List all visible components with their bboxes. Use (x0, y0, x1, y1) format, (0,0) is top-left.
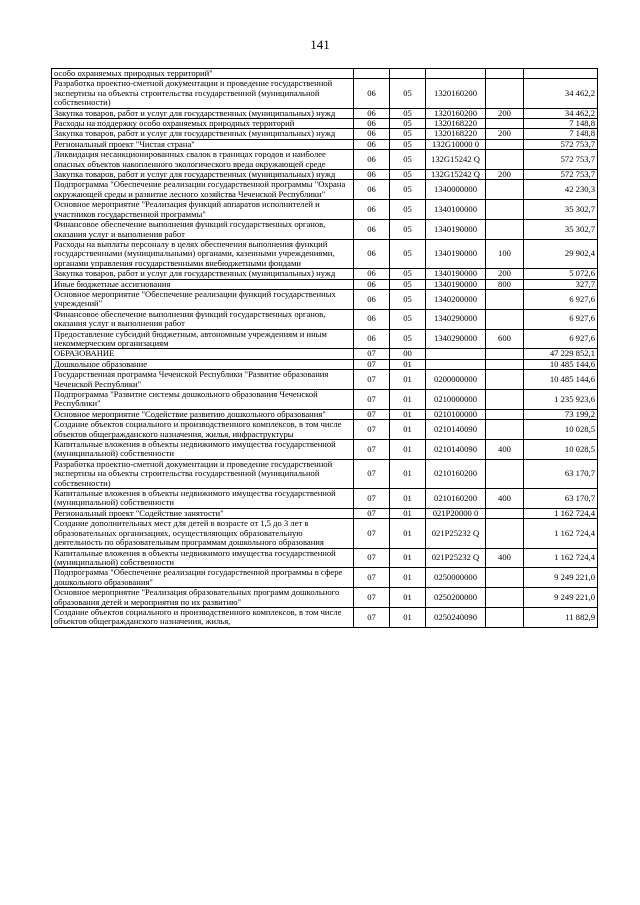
row-subsection-cell: 01 (390, 508, 426, 518)
table-row (52, 329, 598, 349)
row-subsection-cell: 01 (390, 489, 426, 509)
row-subsection-cell: 05 (390, 150, 426, 170)
row-section-cell: 06 (354, 180, 390, 200)
row-target-article-cell: 0210000000 (426, 390, 486, 410)
row-name-cell: Подпрограмма "Развитие системы дошкольного образования Чеченской Республики" (52, 390, 354, 410)
row-target-article-cell: 1340190000 (426, 239, 486, 268)
row-name-cell: Основное мероприятие "Обеспечение реализации функций государственных учреждений" (52, 289, 354, 309)
row-target-article-cell: 0200000000 (426, 370, 486, 390)
row-target-article-cell: 0250200000 (426, 588, 486, 608)
table-row (52, 370, 598, 390)
table-row (52, 519, 598, 548)
row-amount-cell: 1 235 923,6 (524, 390, 598, 410)
table-row (52, 239, 598, 268)
row-amount-cell: 1 162 724,4 (524, 548, 598, 568)
row-subsection-cell: 05 (390, 269, 426, 279)
row-expense-type-cell: 400 (486, 440, 524, 460)
row-subsection-cell: 05 (390, 279, 426, 289)
row-target-article-cell: 1340190000 (426, 279, 486, 289)
row-expense-type-cell (486, 370, 524, 390)
row-section-cell: 07 (354, 390, 390, 410)
row-section-cell: 07 (354, 489, 390, 509)
row-name-cell: Иные бюджетные ассигнования (52, 279, 354, 289)
row-section-cell: 07 (354, 568, 390, 588)
table-row (52, 69, 598, 79)
row-expense-type-cell (486, 150, 524, 170)
table-row (52, 289, 598, 309)
table-row (52, 568, 598, 588)
row-subsection-cell: 05 (390, 220, 426, 240)
row-amount-cell: 572 753,7 (524, 139, 598, 149)
row-target-article-cell: 0210140090 (426, 420, 486, 440)
row-amount-cell: 35 302,7 (524, 200, 598, 220)
table-row (52, 349, 598, 359)
row-target-article-cell: 0210160200 (426, 489, 486, 509)
budget-table-body (52, 69, 598, 628)
row-subsection-cell: 05 (390, 108, 426, 118)
row-amount-cell: 34 462,2 (524, 79, 598, 108)
row-name-cell: Подпрограмма "Обеспечение реализации государственной программы в сфере дошкольного образования" (52, 568, 354, 588)
row-amount-cell: 6 927,6 (524, 289, 598, 309)
table-row (52, 79, 598, 108)
row-expense-type-cell (486, 508, 524, 518)
row-section-cell: 07 (354, 370, 390, 390)
row-target-article-cell: 0250240090 (426, 607, 486, 627)
row-section-cell: 07 (354, 519, 390, 548)
row-name-cell: Разработка проектно-сметной документации и проведение государственной экспертизы на объекты строительства государственной (муниципальной собственности) (52, 79, 354, 108)
row-target-article-cell: 1320168220 (426, 129, 486, 139)
row-name-cell: Региональный проект "Содействие занятости" (52, 508, 354, 518)
row-expense-type-cell (486, 588, 524, 608)
row-section-cell: 07 (354, 349, 390, 359)
row-amount-cell: 35 302,7 (524, 220, 598, 240)
row-subsection-cell: 05 (390, 309, 426, 329)
table-row (52, 409, 598, 419)
row-name-cell: Предоставление субсидий бюджетным, автономным учреждениям и иным некоммерческим организациям (52, 329, 354, 349)
row-subsection-cell: 05 (390, 239, 426, 268)
table-row (52, 390, 598, 410)
row-amount-cell: 10 028,5 (524, 420, 598, 440)
row-expense-type-cell: 200 (486, 108, 524, 118)
table-row (52, 420, 598, 440)
row-section-cell: 06 (354, 289, 390, 309)
row-name-cell: Расходы на поддержку особо охраняемых природных территорий (52, 119, 354, 129)
table-row (52, 508, 598, 518)
row-section-cell: 07 (354, 588, 390, 608)
table-row (52, 459, 598, 488)
row-section-cell: 07 (354, 409, 390, 419)
row-subsection-cell: 05 (390, 139, 426, 149)
row-section-cell: 07 (354, 420, 390, 440)
row-amount-cell: 9 249 221,0 (524, 568, 598, 588)
row-name-cell: Финансовое обеспечение выполнения функций государственных органов, оказания услуг и выполнения работ (52, 309, 354, 329)
row-expense-type-cell: 600 (486, 329, 524, 349)
row-target-article-cell (426, 69, 486, 79)
row-expense-type-cell (486, 79, 524, 108)
row-name-cell: Ликвидация несанкционированных свалок в границах городов и наиболее опасных объектов накопленного экологического вреда окружающей среде (52, 150, 354, 170)
row-amount-cell: 572 753,7 (524, 150, 598, 170)
budget-table (51, 68, 598, 628)
table-row (52, 359, 598, 369)
row-subsection-cell: 01 (390, 440, 426, 460)
row-section-cell: 06 (354, 170, 390, 180)
row-target-article-cell: 021P25232 Q (426, 519, 486, 548)
row-section-cell (354, 69, 390, 79)
row-subsection-cell: 05 (390, 200, 426, 220)
row-amount-cell: 34 462,2 (524, 108, 598, 118)
row-subsection-cell: 01 (390, 548, 426, 568)
row-name-cell: Закупка товаров, работ и услуг для государственных (муниципальных) нужд (52, 170, 354, 180)
row-name-cell: Расходы на выплаты персоналу в целях обеспечения выполнения функций государственными (муниципальными) органами, казенными учреждениями, органами управления государственными внебюджетными фондами (52, 239, 354, 268)
row-section-cell: 06 (354, 139, 390, 149)
row-name-cell: особо охраняемых природных территорий" (52, 69, 354, 79)
row-expense-type-cell (486, 69, 524, 79)
row-target-article-cell: 1320160200 (426, 79, 486, 108)
table-row (52, 220, 598, 240)
row-amount-cell: 7 148,8 (524, 129, 598, 139)
row-subsection-cell: 01 (390, 607, 426, 627)
row-section-cell: 06 (354, 239, 390, 268)
table-row (52, 170, 598, 180)
row-amount-cell: 10 485 144,6 (524, 359, 598, 369)
row-expense-type-cell (486, 409, 524, 419)
row-amount-cell: 63 170,7 (524, 459, 598, 488)
row-target-article-cell: 1320160200 (426, 108, 486, 118)
row-expense-type-cell (486, 420, 524, 440)
row-name-cell: Разработка проектно-сметной документации и проведение государственной экспертизы на объекты строительства государственной (муниципальной собственности) (52, 459, 354, 488)
table-row (52, 588, 598, 608)
row-subsection-cell: 05 (390, 129, 426, 139)
row-target-article-cell: 021P25232 Q (426, 548, 486, 568)
row-subsection-cell: 05 (390, 119, 426, 129)
row-target-article-cell: 1340200000 (426, 289, 486, 309)
table-row (52, 269, 598, 279)
row-target-article-cell: 0210100000 (426, 409, 486, 419)
row-subsection-cell: 01 (390, 568, 426, 588)
row-name-cell: Финансовое обеспечение выполнения функций государственных органов, оказания услуг и выполнения работ (52, 220, 354, 240)
row-section-cell: 07 (354, 440, 390, 460)
row-subsection-cell: 05 (390, 289, 426, 309)
row-target-article-cell: 1340100000 (426, 200, 486, 220)
row-name-cell: Подпрограмма "Обеспечение реализации государственной программы "Охрана окружающей среды и развитие лесного хозяйства Чеченской Республики" (52, 180, 354, 200)
row-target-article-cell (426, 359, 486, 369)
row-section-cell: 06 (354, 269, 390, 279)
row-expense-type-cell: 400 (486, 548, 524, 568)
row-subsection-cell: 00 (390, 349, 426, 359)
row-name-cell: Основное мероприятие "Содействие развитию дошкольного образования" (52, 409, 354, 419)
row-name-cell: Капитальные вложения в объекты недвижимого имущества государственной (муниципальной) собственности (52, 440, 354, 460)
row-name-cell: Создание дополнительных мест для детей в возрасте от 1,5 до 3 лет в образовательных организациях, осуществляющих образовательную деятельность по образовательным программам дошкольного образования (52, 519, 354, 548)
row-target-article-cell: 0250000000 (426, 568, 486, 588)
row-expense-type-cell (486, 180, 524, 200)
row-expense-type-cell: 200 (486, 269, 524, 279)
row-amount-cell: 572 753,7 (524, 170, 598, 180)
row-section-cell: 06 (354, 119, 390, 129)
row-target-article-cell: 1340190000 (426, 269, 486, 279)
row-amount-cell: 29 902,4 (524, 239, 598, 268)
row-amount-cell: 327,7 (524, 279, 598, 289)
row-target-article-cell (426, 349, 486, 359)
table-row (52, 489, 598, 509)
row-section-cell: 06 (354, 150, 390, 170)
row-amount-cell: 10 028,5 (524, 440, 598, 460)
table-row (52, 150, 598, 170)
table-row (52, 129, 598, 139)
row-section-cell: 07 (354, 548, 390, 568)
row-section-cell: 06 (354, 108, 390, 118)
row-section-cell: 07 (354, 607, 390, 627)
row-subsection-cell: 01 (390, 459, 426, 488)
row-subsection-cell: 05 (390, 329, 426, 349)
row-section-cell: 07 (354, 359, 390, 369)
row-subsection-cell: 01 (390, 420, 426, 440)
row-expense-type-cell (486, 139, 524, 149)
table-row (52, 548, 598, 568)
row-expense-type-cell: 800 (486, 279, 524, 289)
row-name-cell: Основное мероприятие "Реализация функций аппаратов исполнителей и участников государственной программы" (52, 200, 354, 220)
row-amount-cell: 47 229 852,1 (524, 349, 598, 359)
row-section-cell: 06 (354, 329, 390, 349)
row-name-cell: Создание объектов социального и производственного комплексов, в том числе объектов общегражданского назначения, жилья, инфраструктуры (52, 420, 354, 440)
row-name-cell: Создание объектов социального и производственного комплексов, в том числе объектов общегражданского назначения, жилья, (52, 607, 354, 627)
row-expense-type-cell (486, 289, 524, 309)
row-amount-cell: 7 148,8 (524, 119, 598, 129)
row-expense-type-cell (486, 309, 524, 329)
row-amount-cell: 42 230,3 (524, 180, 598, 200)
row-amount-cell: 63 170,7 (524, 489, 598, 509)
row-expense-type-cell: 200 (486, 170, 524, 180)
row-amount-cell: 11 882,9 (524, 607, 598, 627)
row-subsection-cell: 01 (390, 370, 426, 390)
row-section-cell: 06 (354, 279, 390, 289)
row-target-article-cell: 0210140090 (426, 440, 486, 460)
row-amount-cell: 6 927,6 (524, 309, 598, 329)
row-name-cell: Капитальные вложения в объекты недвижимого имущества государственной (муниципальной) собственности (52, 489, 354, 509)
row-section-cell: 07 (354, 508, 390, 518)
row-amount-cell: 5 072,6 (524, 269, 598, 279)
row-subsection-cell: 01 (390, 409, 426, 419)
row-subsection-cell: 05 (390, 79, 426, 108)
row-expense-type-cell (486, 607, 524, 627)
row-section-cell: 06 (354, 200, 390, 220)
row-name-cell: Государственная программа Чеченской Республики "Развитие образования Чеченской Республики" (52, 370, 354, 390)
row-section-cell: 06 (354, 129, 390, 139)
table-row (52, 180, 598, 200)
row-subsection-cell: 01 (390, 519, 426, 548)
row-name-cell: Основное мероприятие "Реализация образовательных программ дошкольного образования детей и мероприятия по их развитию" (52, 588, 354, 608)
row-section-cell: 06 (354, 309, 390, 329)
row-name-cell: Дошкольное образование (52, 359, 354, 369)
row-expense-type-cell (486, 220, 524, 240)
page-number: 141 (310, 37, 330, 52)
table-row (52, 279, 598, 289)
table-row (52, 139, 598, 149)
row-name-cell: Закупка товаров, работ и услуг для государственных (муниципальных) нужд (52, 129, 354, 139)
row-amount-cell: 6 927,6 (524, 329, 598, 349)
row-subsection-cell: 01 (390, 588, 426, 608)
row-expense-type-cell (486, 119, 524, 129)
row-section-cell: 07 (354, 459, 390, 488)
row-name-cell: Закупка товаров, работ и услуг для государственных (муниципальных) нужд (52, 269, 354, 279)
row-amount-cell (524, 69, 598, 79)
row-expense-type-cell (486, 519, 524, 548)
row-expense-type-cell (486, 200, 524, 220)
row-target-article-cell: 1340290000 (426, 309, 486, 329)
row-subsection-cell: 05 (390, 180, 426, 200)
row-expense-type-cell (486, 359, 524, 369)
row-amount-cell: 1 162 724,4 (524, 519, 598, 548)
row-expense-type-cell: 400 (486, 489, 524, 509)
row-subsection-cell: 05 (390, 170, 426, 180)
row-amount-cell: 10 485 144,6 (524, 370, 598, 390)
row-amount-cell: 9 249 221,0 (524, 588, 598, 608)
row-target-article-cell: 1340190000 (426, 220, 486, 240)
row-expense-type-cell (486, 349, 524, 359)
row-expense-type-cell (486, 459, 524, 488)
row-expense-type-cell (486, 568, 524, 588)
row-expense-type-cell: 100 (486, 239, 524, 268)
table-row (52, 440, 598, 460)
table-row (52, 607, 598, 627)
row-section-cell: 06 (354, 220, 390, 240)
row-target-article-cell: 021P20000 0 (426, 508, 486, 518)
row-expense-type-cell: 200 (486, 129, 524, 139)
table-row (52, 119, 598, 129)
row-subsection-cell: 01 (390, 359, 426, 369)
row-section-cell: 06 (354, 79, 390, 108)
row-subsection-cell (390, 69, 426, 79)
table-row (52, 200, 598, 220)
row-name-cell: Закупка товаров, работ и услуг для государственных (муниципальных) нужд (52, 108, 354, 118)
row-target-article-cell: 132G15242 Q (426, 150, 486, 170)
row-target-article-cell: 1320168220 (426, 119, 486, 129)
row-name-cell: Региональный проект "Чистая страна" (52, 139, 354, 149)
row-name-cell: Капитальные вложения в объекты недвижимого имущества государственной (муниципальной) собственности (52, 548, 354, 568)
table-row (52, 108, 598, 118)
table-row (52, 309, 598, 329)
row-name-cell: ОБРАЗОВАНИЕ (52, 349, 354, 359)
row-subsection-cell: 01 (390, 390, 426, 410)
row-amount-cell: 1 162 724,4 (524, 508, 598, 518)
row-target-article-cell: 1340000000 (426, 180, 486, 200)
row-amount-cell: 73 199,2 (524, 409, 598, 419)
row-target-article-cell: 132G10000 0 (426, 139, 486, 149)
row-target-article-cell: 132G15242 Q (426, 170, 486, 180)
row-expense-type-cell (486, 390, 524, 410)
row-target-article-cell: 1340290000 (426, 329, 486, 349)
row-target-article-cell: 0210160200 (426, 459, 486, 488)
